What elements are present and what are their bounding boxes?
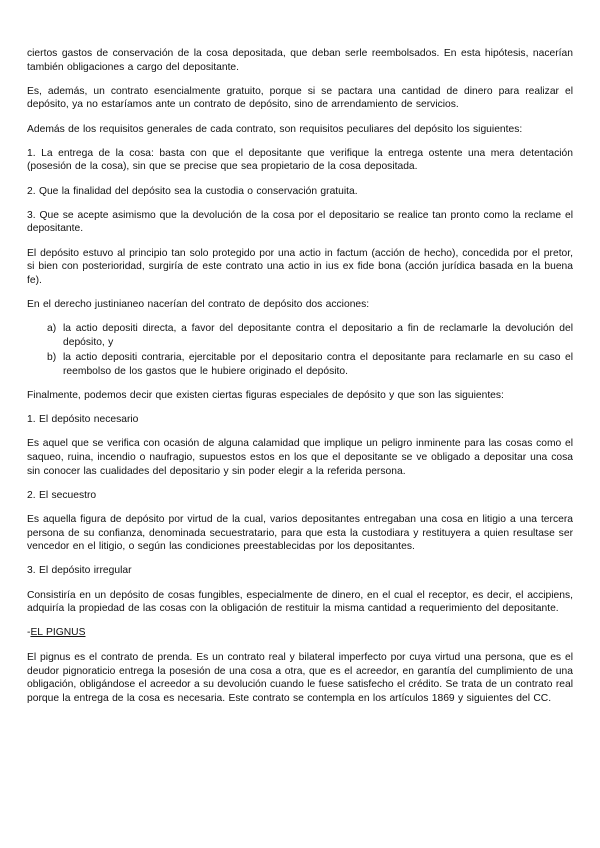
list-marker: a) <box>47 323 57 335</box>
paragraph-requirement-1: 1. La entrega de la cosa: basta con que el depositante que verifique la entrega ostente una mera detentación (posesión de la cosa), sin que se precise que sea propietario de la cosa depositada. <box>27 147 573 173</box>
section-title-secuestro: 2. El secuestro <box>27 489 97 501</box>
list-item-text: la actio depositi contraria, ejercitable por el depositario contra el depositante para reclamarle en su caso el reembolso de los gastos que le hubiere originado el depósito. <box>63 352 573 377</box>
heading-pignus-text: EL PIGNUS <box>30 627 86 639</box>
paragraph-deposito-necesario: Es aquel que se verifica con ocasión de alguna calamidad que implique un peligro inminente para las cosas como el saqueo, ruina, incendio o naufragio, supuestos estos en los que el depositante se ve obligado a depositar una cosa sin conocer las cualidades del depositario y sin poder elegir a la referida persona. <box>27 438 573 477</box>
paragraph-requirement-3: 3. Que se acepte asimismo que la devolución de la cosa por el depositario se realice tan pronto como la reclame el depositante. <box>27 209 573 235</box>
paragraph-requirement-2: 2. Que la finalidad del depósito sea la custodia o conservación gratuita. <box>27 185 358 197</box>
paragraph-pignus: El pignus es el contrato de prenda. Es un contrato real y bilateral imperfecto por cuya virtud una persona, que es el deudor pignoraticio entrega la posesión de una cosa a otra, que es el acreedor, en garantía del cumplimiento de una obligación, obligándose el acreedor a su devolución cuando le fuese satisfecho el crédito. Se trata de un contrato real porque la entrega de la cosa es necesaria. Este contrato se contempla en los artículos 1869 y siguientes del CC. <box>27 651 573 704</box>
paragraph-conservation-costs: ciertos gastos de conservación de la cosa depositada, que deban serle reembolsados. En esta hipótesis, nacerían también obligaciones a cargo del depositante. <box>27 48 573 73</box>
list-marker: b) <box>47 352 57 364</box>
section-heading-pignus <box>27 626 573 640</box>
document-page <box>27 47 573 716</box>
list-item <box>27 351 573 378</box>
list-item <box>27 322 573 349</box>
paragraph-gratuitous: Es, además, un contrato esencialmente gratuito, porque si se pactara una cantidad de dinero para realizar el depósito, ya no estaríamos ante un contrato de depósito, sino de arrendamiento de servicios. <box>27 85 573 111</box>
paragraph-secuestro: Es aquella figura de depósito por virtud de la cual, varios depositantes entregaban una cosa en litigio a una tercera persona de su confianza, denominada secuestratario, para que esta la custodiara y restituyera a quien resultase ser vencedor en el litigio, o según las condiciones preestablecidas por los depositantes. <box>27 513 573 553</box>
actions-list <box>27 322 573 378</box>
paragraph-actio-in-factum: El depósito estuvo al principio tan solo protegido por una actio in factum (acción de hecho), concedida por el pretor, si bien con posterioridad, surgiría de este contrato una actio in ius ex fide bona (acción jurídica basada en la buena fe). <box>27 247 573 286</box>
list-item-text: la actio depositi directa, a favor del depositante contra el depositario a fin de reclamarle la devolución del depósito, y <box>63 323 573 348</box>
paragraph-requirements-intro: Además de los requisitos generales de cada contrato, son requisitos peculiares del depósito los siguientes: <box>27 123 523 135</box>
paragraph-justinian-actions: En el derecho justinianeo nacerían del contrato de depósito dos acciones: <box>27 298 370 310</box>
paragraph-deposito-irregular: Consistiría en un depósito de cosas fungibles, especialmente de dinero, en el cual el receptor, es decir, el accipiens, adquiría la propiedad de las cosas con la obligación de restituir la misma cantidad a requerimiento del depositante. <box>27 589 573 615</box>
heading-prefix: - <box>27 627 31 639</box>
section-title-deposito-necesario: 1. El depósito necesario <box>27 414 139 426</box>
section-title-deposito-irregular: 3. El depósito irregular <box>27 565 132 577</box>
paragraph-figures-intro: Finalmente, podemos decir que existen ciertas figuras especiales de depósito y que son las siguientes: <box>27 390 504 402</box>
